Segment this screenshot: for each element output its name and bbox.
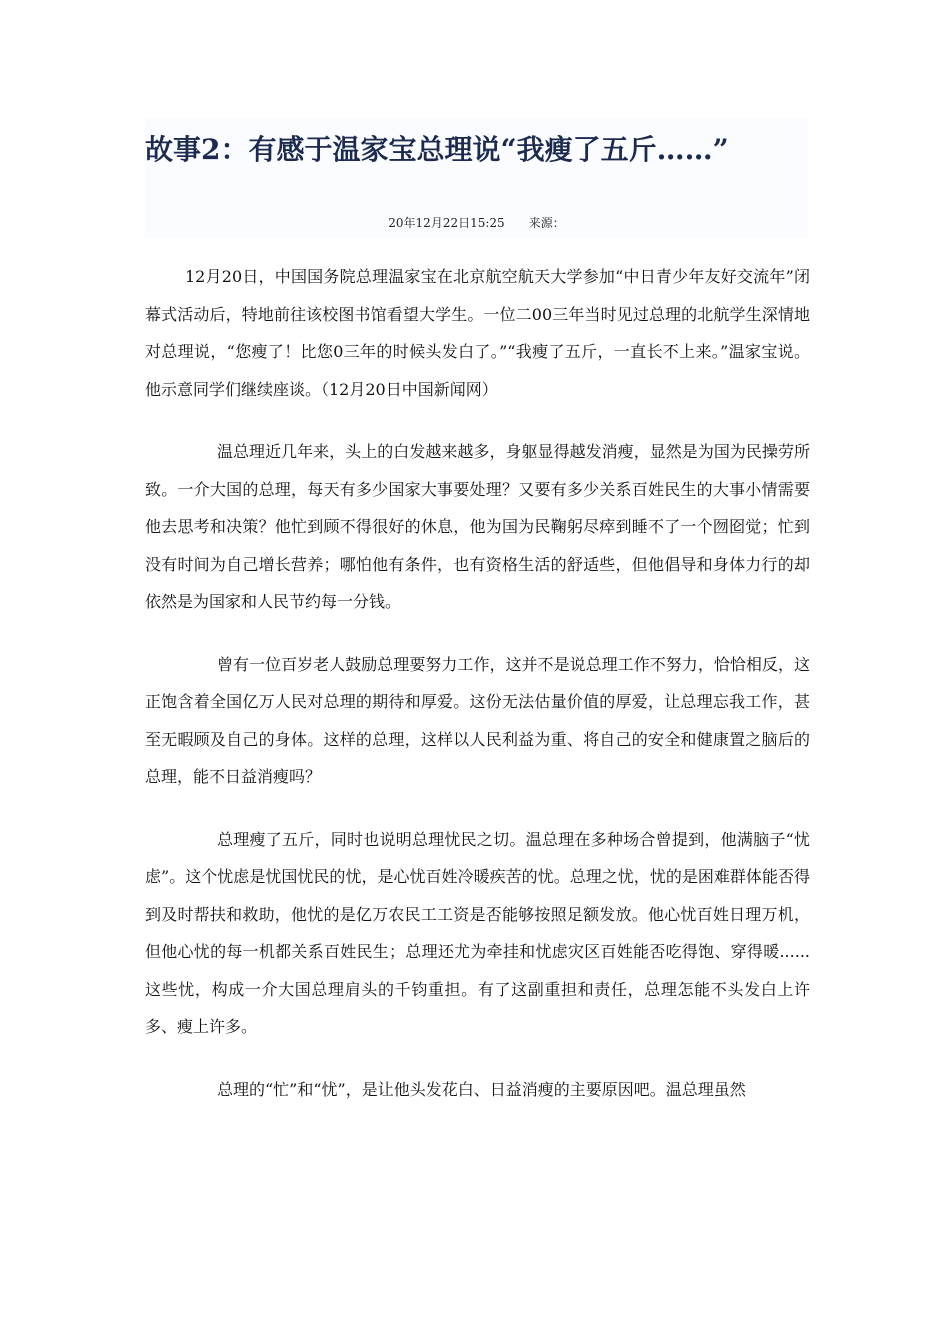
source-label: 来源： <box>528 216 565 230</box>
paragraph-4: 总理瘦了五斤，同时也说明总理忧民之切。温总理在多种场合曾提到，他满脑子“忧虑”。这个忧虑是忧国忧民的忧，是心忧百姓冷暖疾苦的忧。总理之忧，忧的是困难群体能否得到及时帮扶和救助，他忧的是亿万农民工工资是否能够按照足额发放。他心忧百姓日理万机，但他心忧的每一机都关系百姓民生；总理还尤为牵挂和忧虑灾区百姓能否吃得饱、穿得暖......这些忧，构成一介大国总理肩头的千钧重担。有了这副重担和责任，总理怎能不头发白上许多、瘦上许多。 <box>145 829 810 1036</box>
article-meta <box>145 214 808 232</box>
paragraph-1: 12月20日，中国国务院总理温家宝在北京航空航天大学参加“中日青少年友好交流年”闭幕式活动后，特地前往该校图书馆看望大学生。一位二00三年当时见过总理的北航学生深情地对总理说，“您瘦了！比您0三年的时候头发白了。”“我瘦了五斤，一直长不上来。”温家宝说。他示意同学们继续座谈。（12月20日中国新闻网） <box>145 267 810 399</box>
publish-date: 20年12月22日15:25 <box>388 216 505 230</box>
page-title: 故事2：有感于温家宝总理说“我瘦了五斤……” <box>145 133 729 166</box>
paragraph-5: 总理的“忙”和“忧”，是让他头发花白、日益消瘦的主要原因吧。温总理虽然 <box>217 1079 746 1099</box>
paragraph-2: 温总理近几年来，头上的白发越来越多，身躯显得越发消瘦，显然是为国为民操劳所致。一介大国的总理，每天有多少国家大事要处理？又要有多少关系百姓民生的大事小情需要他去思考和决策？他忙到顾不得很好的休息，他为国为民鞠躬尽瘁到睡不了一个囫囵觉；忙到没有时间为自己增长营养；哪怕他有条件，也有资格生活的舒适些，但他倡导和身体力行的却依然是为国家和人民节约每一分钱。 <box>145 442 810 611</box>
article-body <box>145 258 810 1133</box>
paragraph-3: 曾有一位百岁老人鼓励总理要努力工作，这并不是说总理工作不努力，恰恰相反，这正饱含着全国亿万人民对总理的期待和厚爱。这份无法估量价值的厚爱，让总理忘我工作，甚至无暇顾及自己的身体。这样的总理，这样以人民利益为重、将自己的安全和健康置之脑后的总理，能不日益消瘦吗？ <box>145 654 810 786</box>
